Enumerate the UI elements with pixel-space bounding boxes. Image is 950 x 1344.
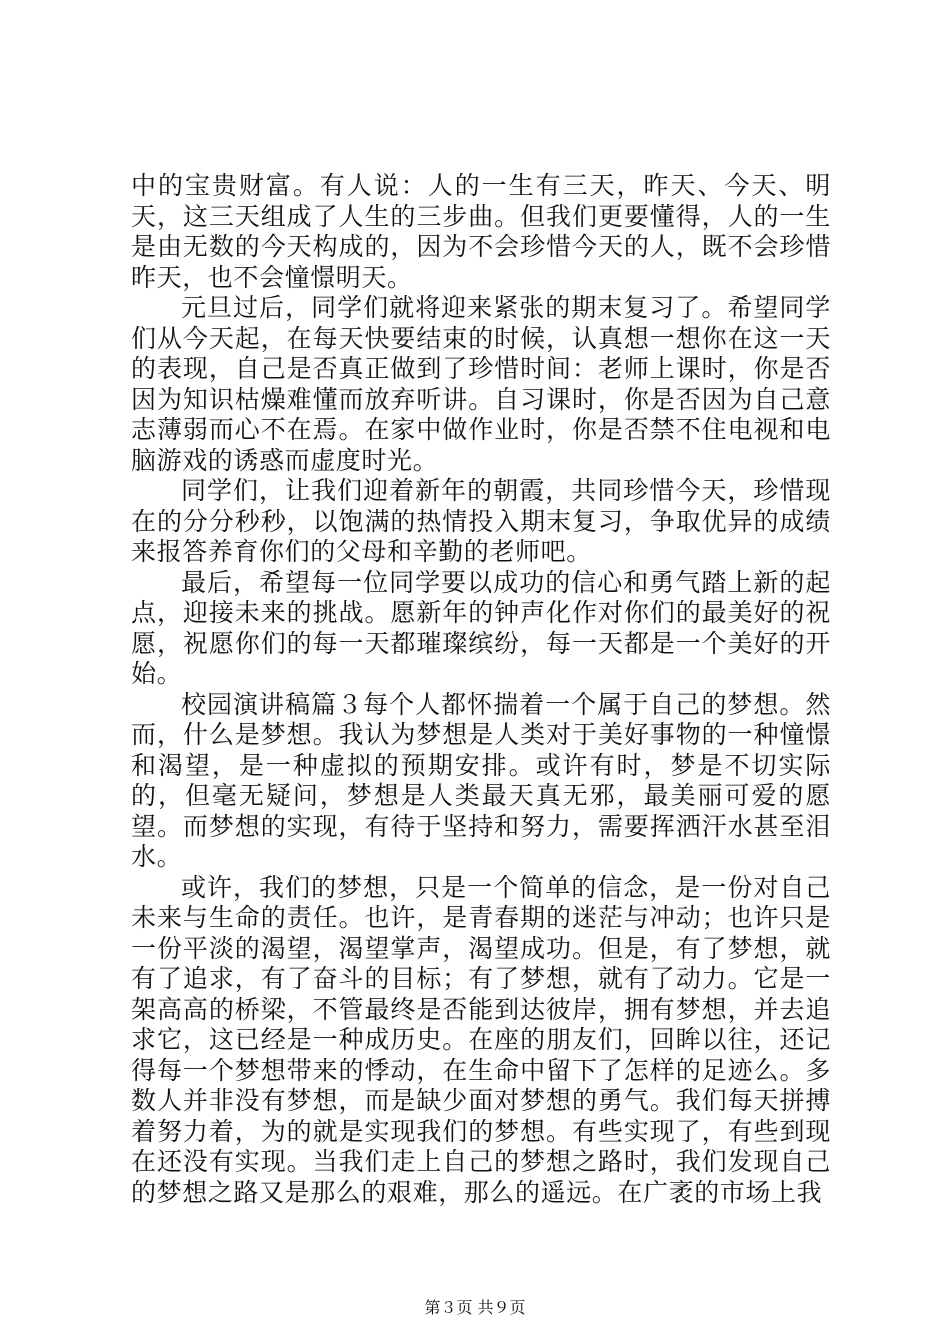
paragraph-5: 校园演讲稿篇３每个人都怀揣着一个属于自己的梦想。然而，什么是梦想。我认为梦想是人类对于美好事物的一种憧憬和渴望，是一种虚拟的预期安排。或许有时，梦是不切实际的，但毫无疑问，梦想是人类最天真无邪，最美丽可爱的愿望。而梦想的实现，有待于坚持和努力，需要挥洒汗水甚至泪水。 [131, 689, 831, 871]
paragraph-4: 最后，希望每一位同学要以成功的信心和勇气踏上新的起点，迎接未来的挑战。愿新年的钟声化作对你们的最美好的祝愿，祝愿你们的每一天都璀璨缤纷，每一天都是一个美好的开始。 [131, 567, 831, 688]
paragraph-2: 元旦过后，同学们就将迎来紧张的期末复习了。希望同学们从今天起，在每天快要结束的时候，认真想一想你在这一天的表现，自己是否真正做到了珍惜时间：老师上课时，你是否因为知识枯燥难懂而放弃听讲。自习课时，你是否因为自己意志薄弱而心不在焉。在家中做作业时，你是否禁不住电视和电脑游戏的诱惑而虚度时光。 [131, 293, 831, 475]
paragraph-3: 同学们，让我们迎着新年的朝霞，共同珍惜今天，珍惜现在的分分秒秒，以饱满的热情投入期末复习，争取优异的成绩来报答养育你们的父母和辛勤的老师吧。 [131, 476, 831, 566]
paragraph-1: 中的宝贵财富。有人说：人的一生有三天，昨天、今天、明天，这三天组成了人生的三步曲。但我们更要懂得，人的一生是由无数的今天构成的，因为不会珍惜今天的人，既不会珍惜昨天，也不会憧憬明天。 [131, 171, 831, 292]
paragraph-6: 或许，我们的梦想，只是一个简单的信念，是一份对自己未来与生命的责任。也许，是青春期的迷茫与冲动；也许只是一份平淡的渴望，渴望掌声，渴望成功。但是，有了梦想，就有了追求，有了奋斗的目标；有了梦想，就有了动力。它是一架高高的桥梁，不管最终是否能到达彼岸，拥有梦想，并去追求它，这已经是一种成历史。在座的朋友们，回眸以往，还记得每一个梦想带来的悸动，在生命中留下了怎样的足迹么。多数人并非没有梦想，而是缺少面对梦想的勇气。我们每天拼搏着努力着，为的就是实现我们的梦想。有些实现了，有些到现在还没有实现。当我们走上自己的梦想之路时，我们发现自己的梦想之路又是那么的艰难，那么的遥远。在广袤的市场上我 [131, 872, 831, 1207]
body-text [131, 171, 831, 1208]
page-number-footer: 第３页 共９页 [424, 1298, 526, 1317]
